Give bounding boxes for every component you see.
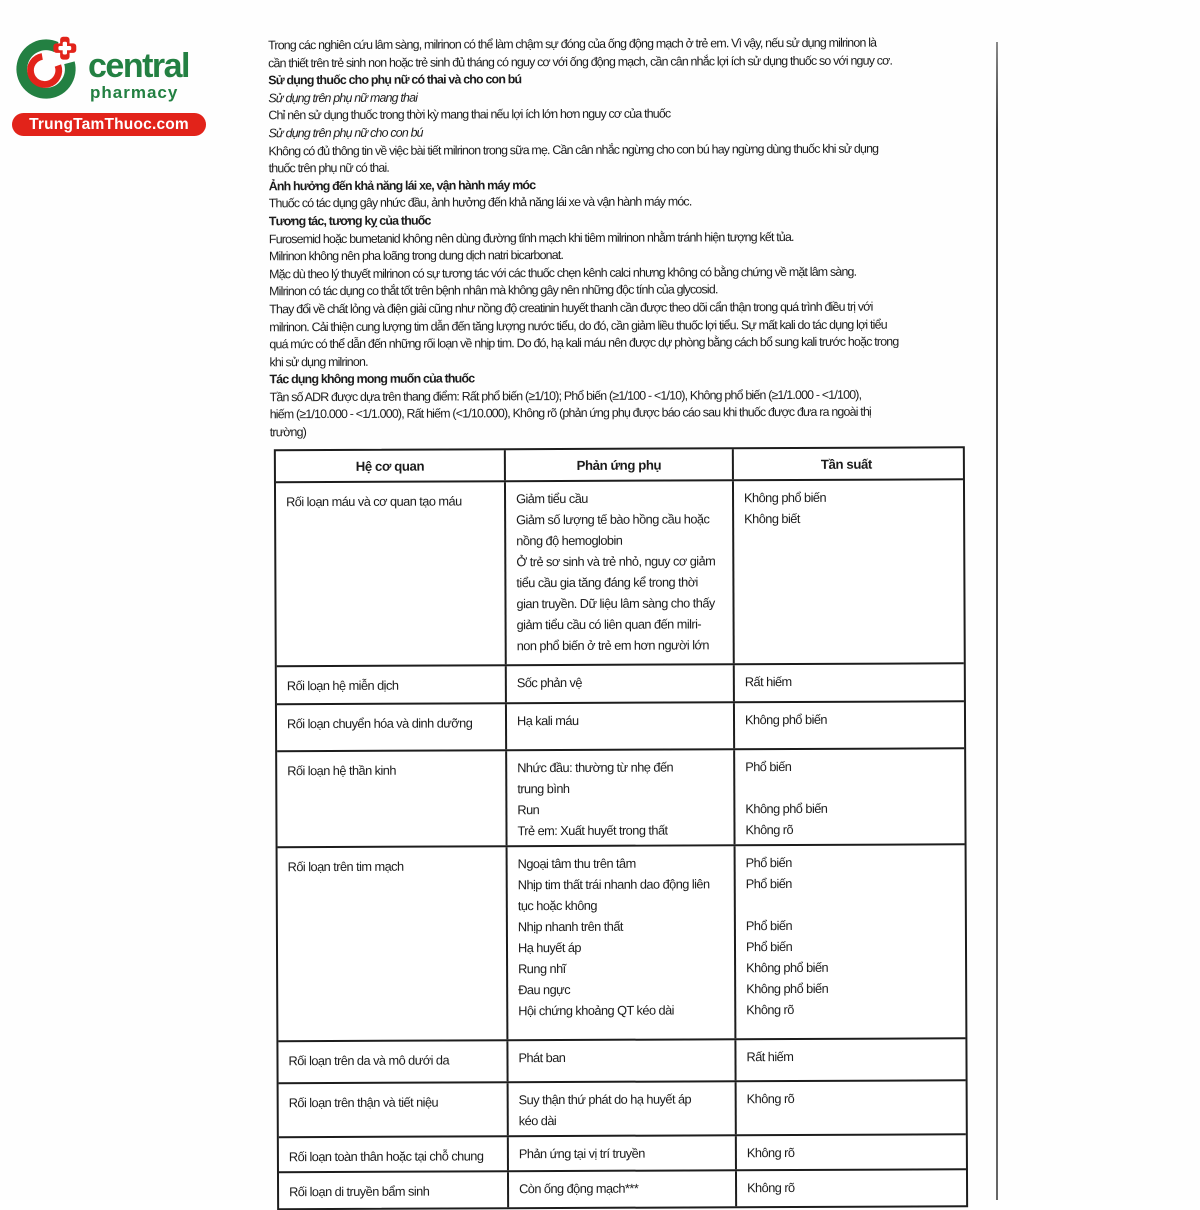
frequency-line: Phổ biến	[745, 876, 792, 892]
body-paragraph: Milrinon không nên pha loãng trong dung dịch natri bicarbonat.	[268, 248, 564, 264]
organ-cell: Rối loạn hệ miễn dịch	[286, 677, 399, 694]
table-row	[277, 747, 964, 846]
body-paragraph: Chỉ nên sử dụng thuốc trong thời kỳ mang thai nếu lợi ích lớn hơn nguy cơ của thuốc	[268, 106, 671, 123]
organ-cell: Rối loạn trên tim mạch	[287, 858, 404, 875]
table-row	[279, 1079, 966, 1136]
adr-table-body	[276, 478, 966, 1208]
table-row	[279, 1133, 966, 1171]
frequency-cell	[735, 1135, 962, 1169]
frequency-line: Phổ biến	[745, 759, 792, 775]
logo-c-icon	[12, 34, 80, 104]
frequency-line: Không biết	[744, 510, 800, 527]
reaction-line: Nhịp nhanh trên thất	[517, 918, 623, 935]
organ-cell: Rối loạn hệ thần kinh	[287, 762, 396, 779]
frequency-cell	[733, 702, 960, 748]
header-reaction: Phản ứng phụ	[504, 449, 732, 480]
reaction-line: Đau ngực	[518, 981, 571, 998]
frequency-line	[745, 776, 958, 798]
reaction-line: Giảm tiểu cầu	[516, 490, 588, 507]
table-row	[277, 700, 964, 750]
body-paragraph: Mặc dù theo lý thuyết milrinon có sự tương tác với các thuốc chẹn kênh calci nhưng không có bằng chứng về mặt lâm sàng.	[269, 264, 857, 281]
table-header-row	[276, 448, 963, 481]
frequency-line: Không rõ	[745, 821, 794, 838]
reaction-line: tiểu cầu gia tăng đáng kể trong thời	[516, 574, 698, 591]
body-paragraph: Thuốc có tác dụng gây nhức đầu, ảnh hưởng đến khả năng lái xe và vận hành máy móc.	[268, 194, 692, 211]
sub-heading: Sử dụng trên phụ nữ cho con bú	[268, 125, 423, 141]
reaction-line: Hạ kali máu	[516, 712, 579, 729]
header-frequency: Tần suất	[732, 448, 959, 479]
reaction-line: Ở trẻ sơ sinh và trẻ nhỏ, nguy cơ giảm	[516, 553, 716, 570]
reaction-line: Nhức đầu: thường từ nhẹ đến	[517, 759, 674, 776]
section-heading: Ảnh hưởng đến khả năng lái xe, vận hành máy móc	[268, 177, 536, 194]
central-pharmacy-logo	[12, 34, 222, 136]
reaction-line: Phát ban	[518, 1049, 566, 1066]
section-heading: Sử dụng thuốc cho phụ nữ có thai và cho con bú	[268, 72, 522, 88]
reaction-line: Suy thận thứ phát do hạ huyết áp	[518, 1091, 692, 1108]
body-paragraph: Trong các nghiên cứu lâm sàng, milrinon có thể làm chậm sự đóng của ống động mạch ở trẻ em. Vì vậy, nếu sử dụng milrinon là cần thiết trên trẻ sinh non hoặc trẻ sinh đủ tháng có nguy cơ với ống động mạch, cần cân nhắc lợi ích sử dụng thuốc so với nguy cơ.	[268, 35, 893, 70]
reactions-cell	[507, 1171, 735, 1207]
reactions-cell	[507, 1082, 735, 1135]
reactions-cell	[507, 1136, 735, 1170]
frequency-cell	[735, 1170, 962, 1206]
reaction-line: gian truyền. Dữ liệu lâm sàng cho thấy	[516, 595, 715, 612]
organ-cell: Rối loạn toàn thân hoặc tại chỗ chung	[288, 1148, 484, 1165]
reaction-line: Phản ứng tại vị trí truyền	[518, 1145, 645, 1162]
document-content	[268, 28, 1007, 1201]
adverse-reactions-table	[274, 446, 968, 1210]
reactions-cell	[504, 481, 733, 664]
frequency-cell	[734, 845, 962, 1038]
body-paragraph: Thay đổi về chất lỏng và điện giải cũng như nồng độ creatinin huyết thanh cần được theo dõi cẩn thận trong quá trình điều trị với milrinon. Cải thiện cung lượng tim dẫn đến tăng lượng nước tiểu, do đó, cần giảm liều thuốc lợi tiểu. Sự mất kali do tác dụng lợi tiểu quá mức có thể dẫn đến những rối loạn về nhịp tim. Do đó, hạ kali máu nên được dự phòng bằng cách bổ sung kali trước hoặc trong khi sử dụng milrinon.	[269, 299, 899, 369]
sub-heading: Sử dụng trên phụ nữ mang thai	[268, 90, 418, 106]
reaction-line: Ngoại tâm thu trên tâm	[517, 855, 636, 872]
header-organ: Hệ cơ quan	[355, 458, 425, 474]
reaction-line: Trẻ em: Xuất huyết trong thất	[517, 822, 668, 839]
frequency-line: Không phổ biến	[744, 711, 828, 728]
frequency-line: Không phổ biến	[746, 980, 829, 997]
reaction-line: non phổ biến ở trẻ em hơn người lớn	[516, 637, 709, 654]
reaction-line: Sốc phản vệ	[516, 674, 582, 691]
frequency-line: Không rõ	[746, 1090, 795, 1107]
paragraph-block	[268, 28, 1000, 442]
frequency-line: Rất hiếm	[746, 1048, 794, 1065]
table-row	[277, 662, 964, 703]
table-row	[278, 1037, 965, 1082]
body-paragraph: Tần số ADR được dựa trên thang điểm: Rất phổ biến (≥1/10); Phổ biến (≥1/100 - <1/10), Không phổ biến (≥1/1.000 - <1/100), hiếm (≥1/10.000 - <1/1.000), Rất hiếm (<1/10.000), Không rõ (phản ứng phụ được báo cáo sau khi thuốc được đưa ra ngoài thị trường)	[269, 387, 872, 440]
reaction-line: Còn ống động mạch***	[519, 1180, 639, 1197]
reactions-cell	[505, 703, 733, 749]
frequency-line: Phổ biến	[745, 939, 793, 955]
reactions-cell	[505, 665, 733, 702]
frequency-cell	[732, 480, 960, 663]
organ-cell: Rối loạn máu và cơ quan tạo máu	[286, 493, 462, 510]
frequency-line: Không phổ biến	[746, 959, 829, 976]
organ-cell: Rối loạn chuyển hóa và dinh dưỡng	[286, 715, 473, 732]
reaction-line: Hạ huyết áp	[517, 939, 582, 956]
body-paragraph: Furosemid hoặc bumetanid không nên dùng đường tĩnh mạch khi tiêm milrinon nhằm tránh hiện tượng kết tủa.	[268, 229, 794, 246]
reaction-line: Rung nhĩ	[518, 960, 566, 977]
frequency-line: Phổ biến	[745, 918, 793, 934]
frequency-cell	[734, 1039, 961, 1080]
section-heading: Tương tác, tương kỵ của thuốc	[268, 213, 431, 229]
logo-brand-text: central	[88, 47, 189, 85]
frequency-line	[746, 893, 959, 915]
logo-website-badge: TrungTamThuoc.com	[12, 113, 206, 136]
frequency-line: Không rõ	[746, 1001, 794, 1018]
frequency-line: Không phổ biến	[745, 800, 828, 817]
organ-cell: Rối loạn trên thận và tiết niệu	[288, 1094, 439, 1111]
frequency-line: Không rõ	[747, 1179, 795, 1196]
reaction-line: Run	[517, 802, 540, 818]
section-heading: Tác dụng không mong muốn của thuốc	[269, 371, 475, 387]
frequency-line: Không rõ	[746, 1144, 795, 1161]
frequency-line: Không phổ biến	[744, 489, 827, 506]
reaction-line: Giảm số lượng tế bào hồng cầu hoặc	[516, 511, 710, 528]
scan-edge-line	[996, 42, 998, 1200]
table-row	[276, 478, 964, 665]
reaction-line: Hội chứng khoảng QT kéo dài	[518, 1002, 674, 1019]
frequency-cell	[733, 749, 960, 844]
organ-cell: Rối loạn trên da và mô dưới da	[288, 1052, 450, 1069]
table-row	[278, 843, 966, 1040]
reactions-cell	[506, 1040, 734, 1081]
logo-cross-icon	[53, 37, 76, 60]
body-paragraph: Không có đủ thông tin về việc bài tiết milrinon trong sữa mẹ. Cần cân nhắc ngừng cho con bú hay ngừng dùng thuốc khi sử dụng thuốc trên phụ nữ có thai.	[268, 141, 879, 176]
organ-cell: Rối loạn di truyền bẩm sinh	[289, 1183, 430, 1200]
reaction-line: tục hoặc không	[517, 897, 597, 914]
reactions-cell	[506, 846, 735, 1039]
reaction-line: kéo dài	[518, 1113, 557, 1129]
frequency-cell	[733, 664, 960, 701]
reactions-cell	[505, 750, 733, 845]
reaction-line: nồng độ hemoglobin	[516, 532, 623, 549]
frequency-line: Phổ biến	[745, 855, 792, 871]
frequency-cell	[735, 1081, 962, 1134]
reaction-line: giảm tiểu cầu có liên quan đến milri-	[516, 616, 702, 633]
body-paragraph: Milrinon có tác dụng co thắt tốt trên bệnh nhân mà không gây nên những độc tính của glycosid.	[269, 282, 718, 299]
logo-subtitle-text: pharmacy	[90, 83, 179, 102]
frequency-line: Rất hiếm	[744, 674, 792, 690]
reaction-line: Nhịp tim thất trái nhanh dao động liên	[517, 876, 710, 893]
table-row	[279, 1168, 966, 1208]
reaction-line: trung bình	[517, 780, 570, 797]
